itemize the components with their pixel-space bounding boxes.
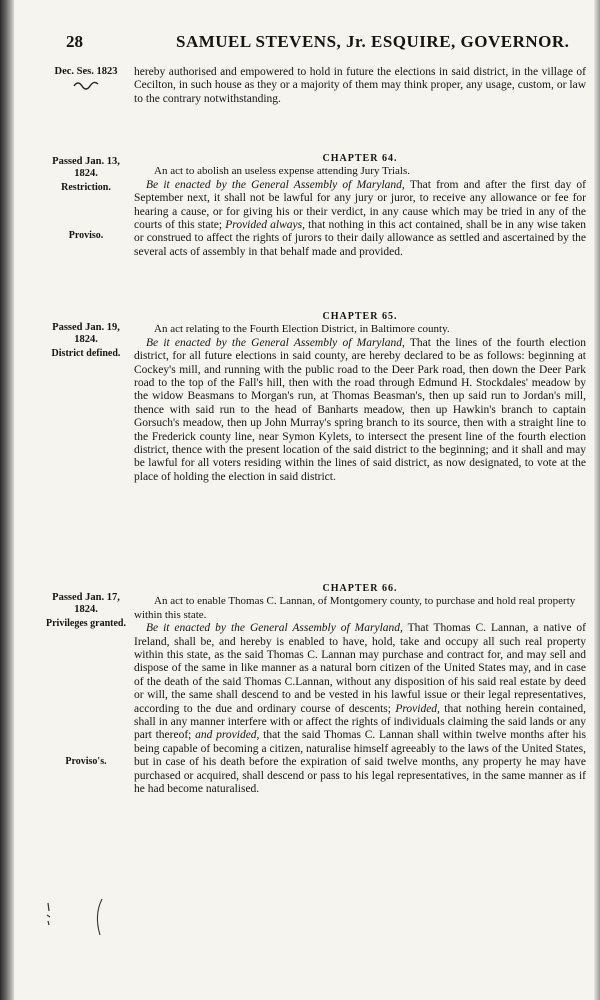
chapter-64-body-a: That from and after the first day of September next, it shall not be lawful for any jury or juror, to receive any allowance or fee for hearing a cause, or for giving his or their verdict, in any cause which may be tried in any of the courts of this state; bbox=[134, 178, 587, 232]
chapter-64 bbox=[134, 152, 586, 259]
chapter-65-margin-label: District defined. bbox=[51, 348, 121, 359]
running-head: SAMUEL STEVENS, Jr. ESQUIRE, GOVERNOR. bbox=[176, 32, 570, 51]
chapter-64-body-b: that nothing in this act contained, shall be in any wise taken or construed to affect the rights of jurors to their daily allowance as settled and ascertained by the several acts of assembly in that behalf made and provided. bbox=[134, 219, 587, 258]
chapter-65-passed-date: Passed Jan. 19, 1824. bbox=[52, 322, 120, 345]
margin-pen-mark-icon bbox=[44, 895, 114, 945]
chapter-64-proviso-note: Proviso. bbox=[68, 230, 104, 241]
chapter-64-passed-date: Passed Jan. 13, 1824. bbox=[52, 156, 120, 179]
ink-flourish-icon bbox=[72, 80, 102, 90]
chapter-64-body bbox=[134, 179, 586, 259]
chapter-66-proviso-intro: Provided, bbox=[395, 702, 440, 715]
chapter-65-body-a: That the lines of the fourth election district, for all future elections in said county, are hereby declared to be as follows: beginning at Cockey's mill, and running with the public road to the Deer Park road, then down the Deer Park road to the top of the Fall's hill, then with the road through Edmund H. Stockdales' meadow by the widow Beasmans to Morgan's run, at Thomas Beasman's, then up said run to Jordan's mill, thence with said run to the head of Banharts meadow, then up Hawkin's branch to captain Gorsuch's meadow, then up John Murray's spring branch to its source, then with a straight line to the Frederick county line, near Symon Kylets, to intersect the present line of the fourth election district, thence with the present location of the said district to the beginning; and it shall and may be lawful for all voters residing within the lines of said district, as now designated, to vote at the place of holding the election in said district. bbox=[134, 336, 586, 483]
continuation-text bbox=[134, 66, 586, 106]
page-edge bbox=[594, 0, 600, 1000]
chapter-65 bbox=[134, 310, 586, 484]
chapter-66-margin-label: Privileges granted. bbox=[46, 618, 126, 629]
chapter-64-proviso-intro: Provided always, bbox=[225, 219, 305, 232]
chapter-66-body-a: That Thomas C. Lannan, a native of Ireland, shall be, and hereby is enabled to have, hold, take and occupy all such real property within this state, as the said Thomas C. Lannan may purchase and contract for, and may sell and dispose of the same in like manner as a natural born citizen of the United States may, and in case of the death of the said Thomas C.Lannan, without any disposition of his said real estate by deed or will, the same shall descend to and be vested in his lawful issue or their legal representatives, according to the due and ordinary course of descents; bbox=[134, 622, 586, 715]
chapter-66-passed-date: Passed Jan. 17, 1824. bbox=[52, 592, 120, 615]
chapter-65-body bbox=[134, 337, 586, 484]
chapter-66 bbox=[134, 582, 586, 797]
margin-session-note: Dec. Ses. 1823 bbox=[54, 66, 118, 77]
chapter-64-margin-label: Restriction. bbox=[61, 182, 111, 193]
chapter-65-heading: CHAPTER 65. bbox=[322, 311, 398, 322]
chapter-65-enact-intro: Be it enacted by the General Assembly of Maryland, bbox=[146, 336, 405, 349]
chapter-66-enact-intro: Be it enacted by the General Assembly of Maryland, bbox=[146, 622, 403, 635]
chapter-65-title: An act relating to the Fourth Election District, in Baltimore county. bbox=[154, 323, 450, 336]
continuation-paragraph: hereby authorised and empowered to hold in future the elections in said district, in the village of Cecilton, in such house as they or a majority of them may think proper, any usage, custom, or law to the contrary notwithstanding. bbox=[134, 66, 586, 105]
chapter-66-body-c: that the said Thomas C. Lannan shall within twelve months after his being capable of becoming a citizen, naturalise himself agreeably to the laws of the United States, but in case of his death before the expiration of said twelve months, any property he may have purchased or acquired, shall descend or pass to his legal representatives, in the same manner as if he had become naturalised. bbox=[134, 729, 587, 796]
chapter-66-body-b: that nothing herein contained, shall in any manner interfere with or affect the rights of individuals claiming the said lands or any part thereof; bbox=[134, 702, 587, 742]
chapter-64-title: An act to abolish an useless expense attending Jury Trials. bbox=[154, 165, 411, 178]
chapter-66-heading: CHAPTER 66. bbox=[322, 583, 398, 594]
chapter-64-enact-intro: Be it enacted by the General Assembly of Maryland, bbox=[146, 178, 405, 191]
chapter-66-proviso-note: Proviso's. bbox=[65, 756, 107, 767]
chapter-66-title: An act to enable Thomas C. Lannan, of Montgomery county, to purchase and hold real property within this state. bbox=[134, 595, 576, 621]
book-binding-edge bbox=[0, 0, 14, 1000]
chapter-64-heading: CHAPTER 64. bbox=[322, 153, 398, 164]
page-header bbox=[66, 32, 586, 54]
page-number: 28 bbox=[66, 32, 83, 51]
chapter-66-body bbox=[134, 622, 586, 796]
chapter-66-proviso-intro-2: and provided, bbox=[195, 729, 260, 742]
